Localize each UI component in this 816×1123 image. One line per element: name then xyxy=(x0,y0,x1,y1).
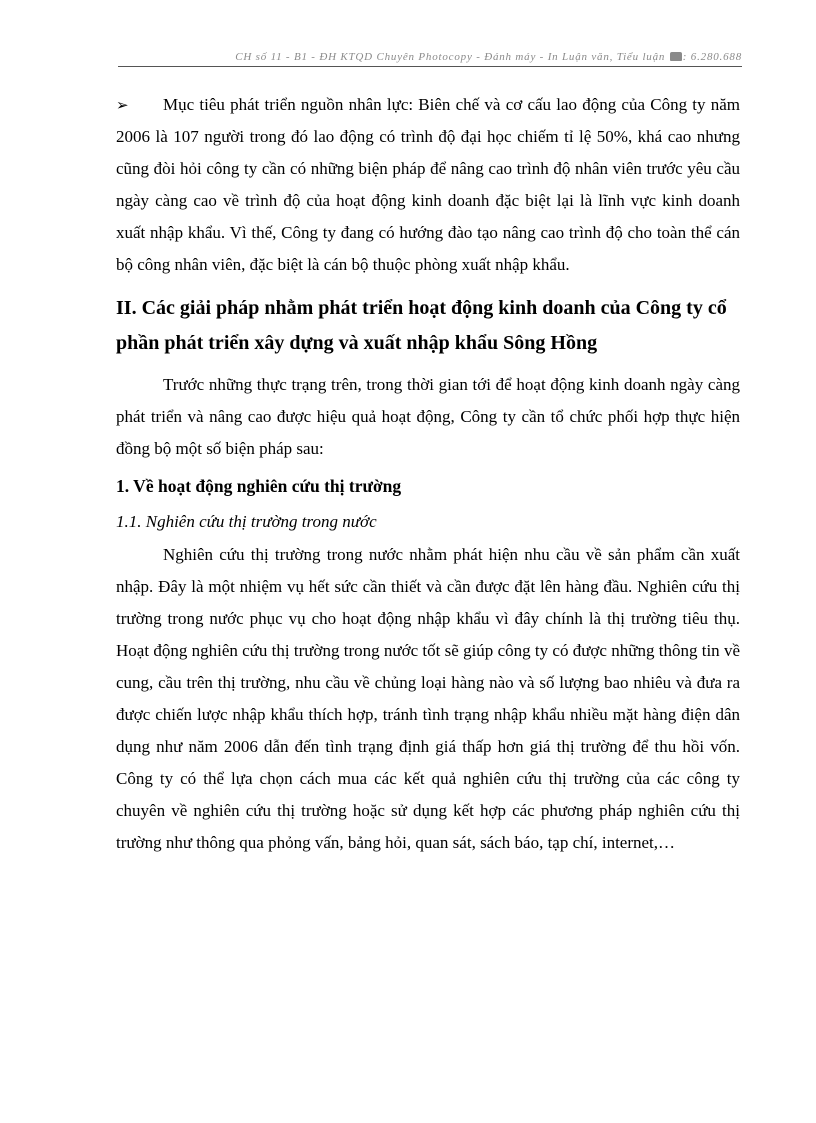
page-header xyxy=(118,48,742,67)
header-phone: : 6.280.688 xyxy=(682,51,742,63)
bullet-paragraph-text: Mục tiêu phát triển nguồn nhân lực: Biên chế và cơ cấu lao động của Công ty năm 2006 là 107 người trong đó lao động có trình độ đại học chiếm tỉ lệ 50%, khá cao nhưng cũng đòi hỏi công ty cần có những biện pháp để nâng cao trình độ nhân viên trước yêu cầu ngày càng cao về trình độ của hoạt động kinh doanh đặc biệt lại là lĩnh vực kinh doanh xuất nhập khẩu. Vì thế, Công ty đang có hướng đào tạo nâng cao trình độ cho toàn thể cán bộ công nhân viên, đặc biệt là cán bộ thuộc phòng xuất nhập khẩu. xyxy=(116,95,740,274)
bullet-paragraph xyxy=(116,89,740,281)
subsection-heading: 1. Về hoạt động nghiên cứu thị trường xyxy=(116,476,402,496)
research-paragraph: Nghiên cứu thị trường trong nước nhằm phát hiện nhu cầu về sản phẩm cần xuất nhập. Đây là một nhiệm vụ hết sức cần thiết và cần được đặt lên hàng đầu. Nghiên cứu thị trường trong nước phục vụ cho hoạt động nhập khẩu vì đây chính là thị trường tiêu thụ. Hoạt động nghiên cứu thị trường trong nước tốt sẽ giúp công ty có được những thông tin về cung, cầu trên thị trường, nhu cầu về chủng loại hàng nào và số lượng bao nhiêu và đưa ra được chiến lược nhập khẩu thích hợp, tránh tình trạng nhập khẩu nhiều mặt hàng điện dân dụng như năm 2006 dẫn đến tình trạng định giá thấp hơn giá thị trường để thu hồi vốn. Công ty có thể lựa chọn cách mua các kết quả nghiên cứu thị trường của các công ty chuyên về nghiên cứu thị trường hoặc sử dụng kết hợp các phương pháp nghiên cứu thị trường như thông qua phỏng vấn, bảng hỏi, quan sát, sách báo, tạp chí, internet,… xyxy=(116,545,740,852)
header-text: CH số 11 - B1 - ĐH KTQD Chuyên Photocopy - Đánh máy - In Luận văn, Tiểu luận xyxy=(235,51,666,63)
document-body xyxy=(116,89,740,859)
intro-paragraph: Trước những thực trạng trên, trong thời gian tới để hoạt động kinh doanh ngày càng phát triển và nâng cao được hiệu quả hoạt động, Công ty cần tổ chức phối hợp thực hiện đồng bộ một số biện pháp sau: xyxy=(116,375,740,458)
telephone-icon xyxy=(670,52,682,61)
arrow-bullet-icon: ➢ xyxy=(116,96,129,114)
subsubsection-heading: 1.1. Nghiên cứu thị trường trong nước xyxy=(116,512,377,531)
section-heading: II. Các giải pháp nhằm phát triển hoạt động kinh doanh của Công ty cổ phần phát triển xây dựng và xuất nhập khẩu Sông Hồng xyxy=(116,297,727,354)
